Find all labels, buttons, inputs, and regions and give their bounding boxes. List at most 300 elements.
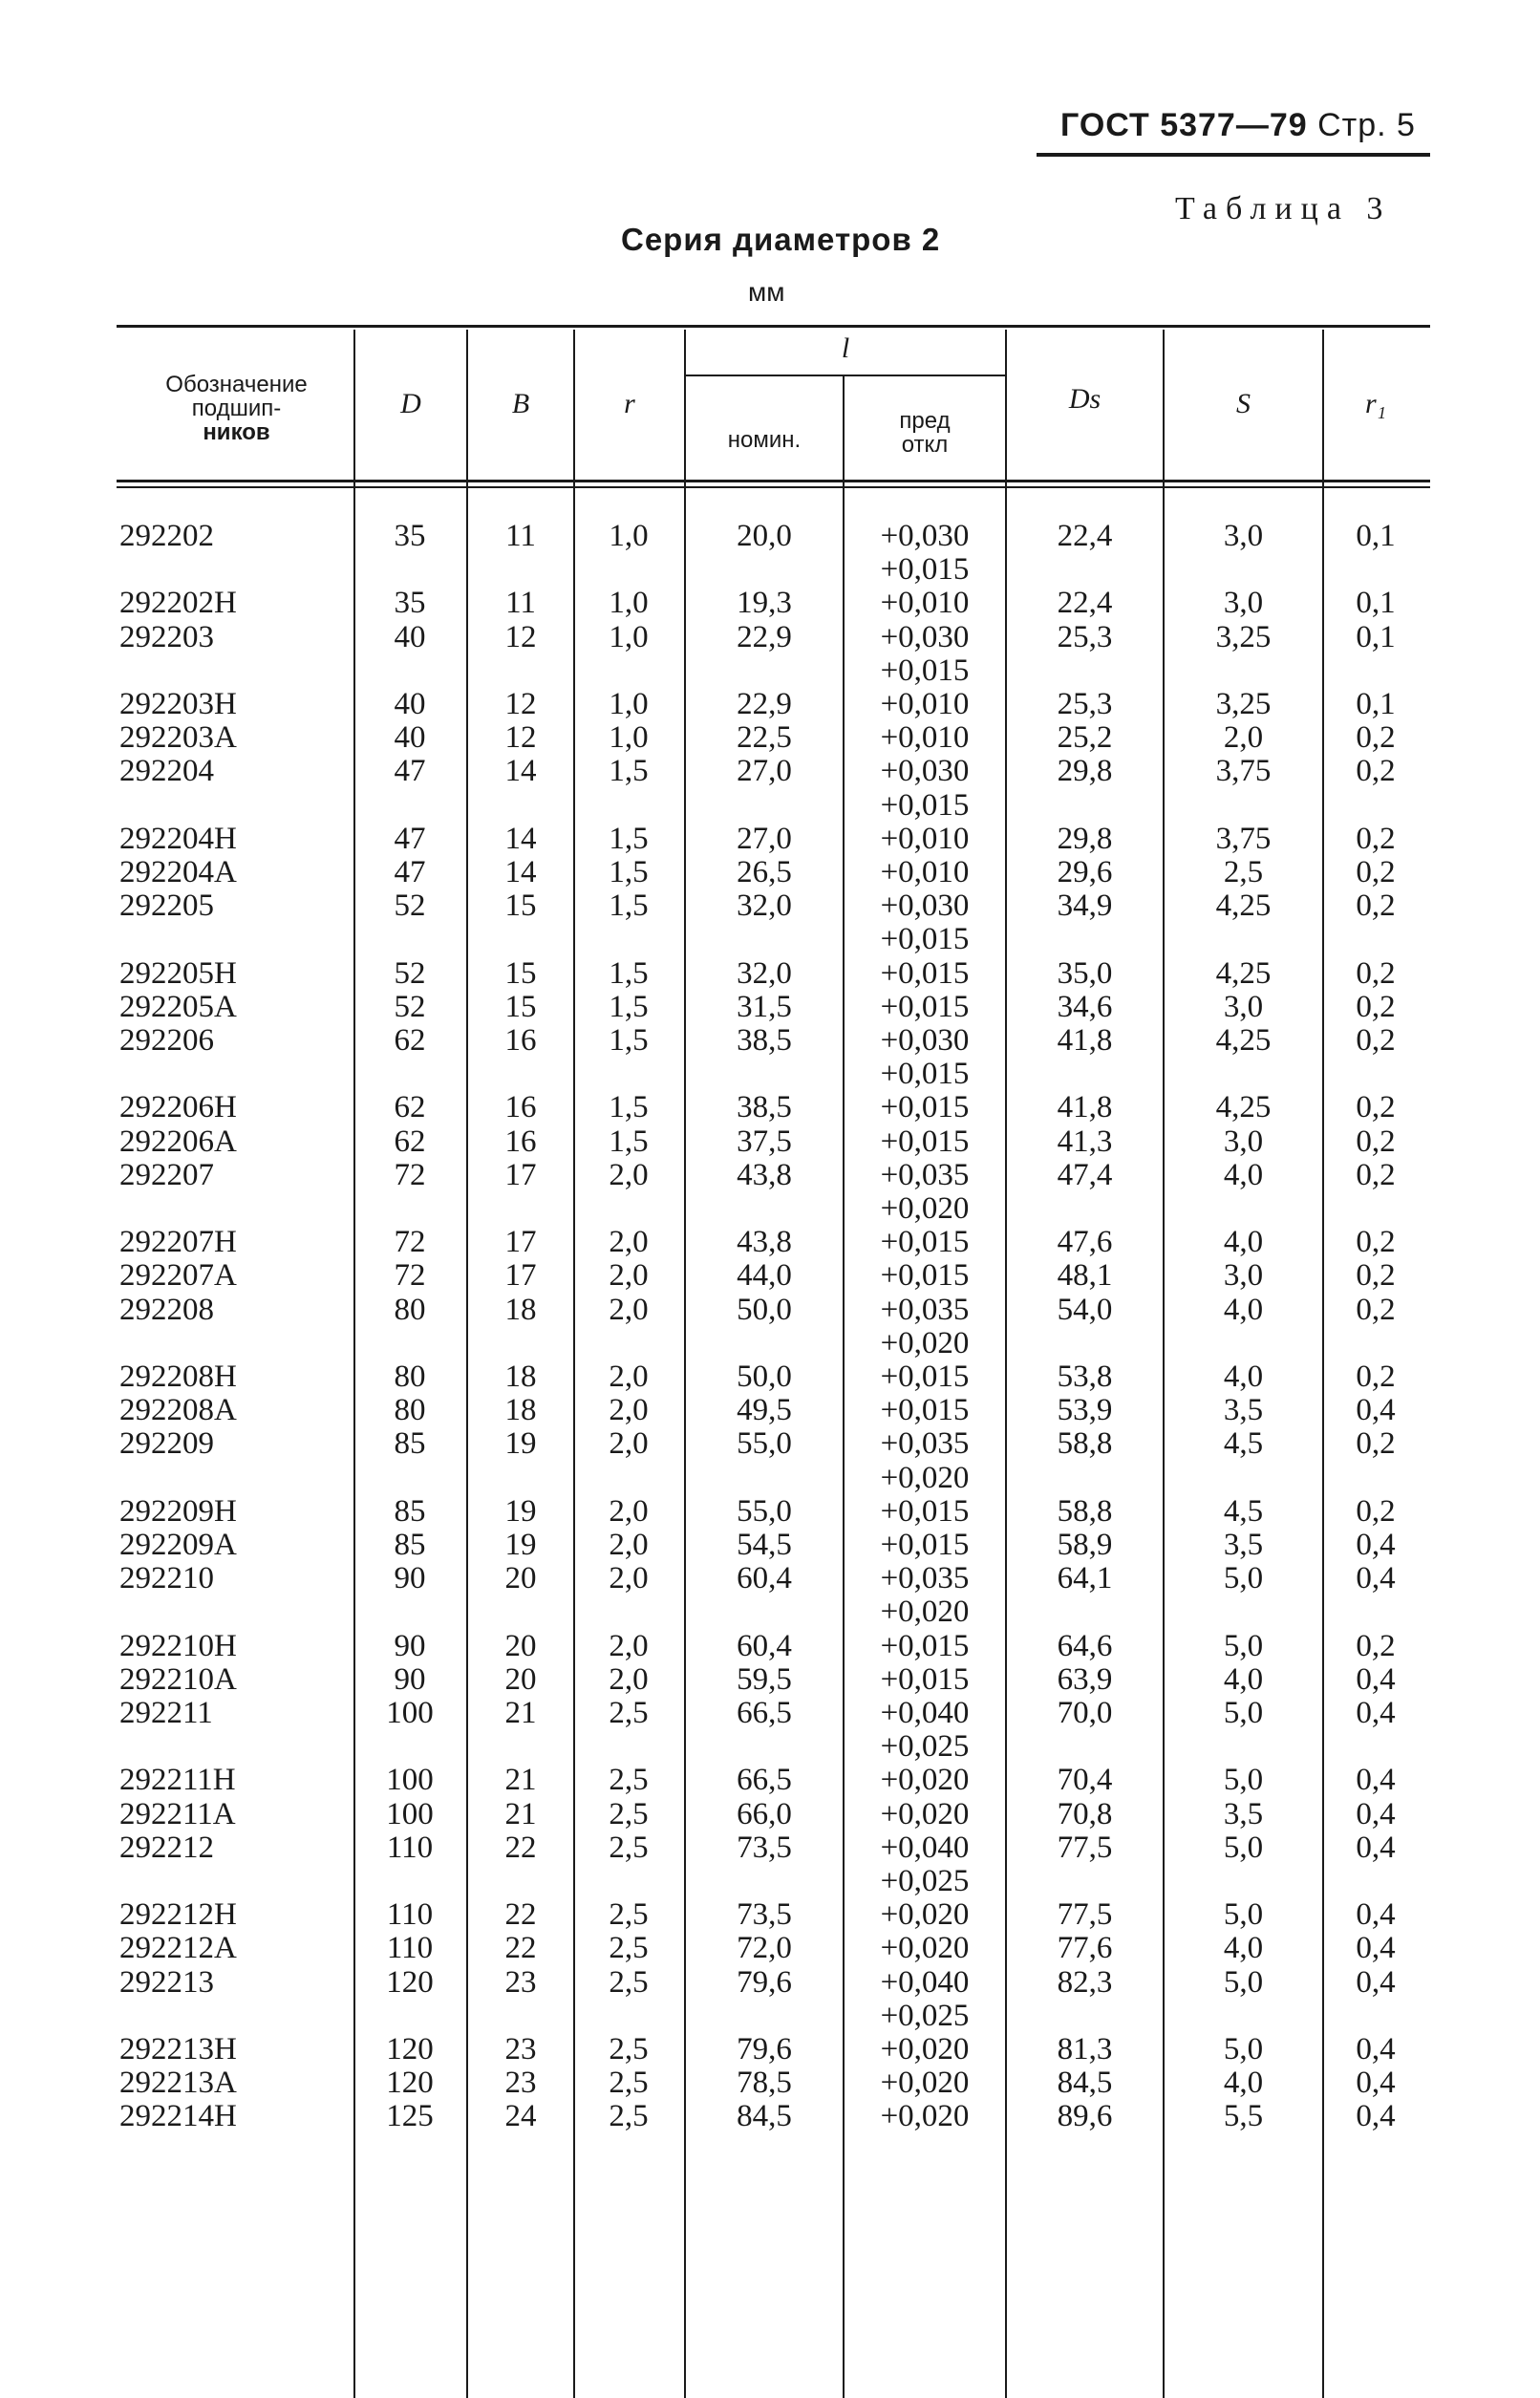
cell-ds: 77,5 (1057, 1830, 1113, 1865)
cell-l-deviation: +0,015 (880, 955, 970, 991)
table-row (0, 1360, 1540, 1394)
cell-ds: 53,8 (1057, 1360, 1113, 1394)
cell-l-deviation: +0,020 (880, 1325, 970, 1360)
cell-b: 24 (504, 2099, 537, 2134)
cell-ds: 41,8 (1057, 1090, 1113, 1125)
cell-l-nominal: 60,4 (737, 1561, 792, 1596)
cell-r: 2,0 (609, 1493, 649, 1529)
cell-b: 23 (504, 2032, 537, 2066)
standard-number: ГОСТ 5377—79 (1060, 107, 1308, 143)
cell-d: 90 (394, 1628, 426, 1663)
cell-l-deviation: +0,040 (880, 1696, 970, 1730)
cell-d: 110 (386, 1830, 434, 1865)
cell-r: 1,5 (609, 821, 649, 856)
cell-b: 12 (504, 720, 537, 756)
cell-l-deviation: +0,010 (880, 687, 970, 721)
cell-r1: 0,1 (1356, 619, 1396, 654)
cell-b: 11 (505, 586, 536, 621)
cell-b: 20 (504, 1561, 537, 1596)
cell-ds: 64,1 (1057, 1561, 1113, 1596)
table-row (0, 1327, 1540, 1360)
cell-designation: 292206А (119, 1124, 237, 1159)
cell-b: 19 (504, 1528, 537, 1562)
table-row (0, 1529, 1540, 1562)
cell-l-nominal: 79,6 (737, 2032, 792, 2066)
cell-r1: 0,2 (1356, 1225, 1396, 1260)
cell-s: 4,0 (1223, 1360, 1264, 1394)
cell-s: 5,0 (1223, 1897, 1264, 1933)
cell-b: 16 (504, 1023, 537, 1058)
cell-l-deviation: +0,015 (880, 1360, 970, 1394)
table-row (0, 654, 1540, 688)
cell-r1: 0,2 (1356, 1023, 1396, 1058)
cell-designation: 292214Н (119, 2099, 237, 2134)
cell-s: 3,0 (1223, 989, 1264, 1024)
cell-l-deviation: +0,020 (880, 1763, 970, 1798)
cell-l-deviation: +0,015 (880, 1528, 970, 1562)
cell-d: 35 (394, 519, 426, 553)
cell-ds: 47,6 (1057, 1225, 1113, 1260)
cell-designation: 292210А (119, 1661, 237, 1697)
cell-d: 110 (386, 1931, 434, 1966)
cell-designation: 292207 (119, 1157, 214, 1192)
cell-d: 90 (394, 1661, 426, 1697)
cell-r: 1,5 (609, 1124, 649, 1159)
cell-s: 4,25 (1215, 955, 1272, 991)
cell-l-deviation: +0,010 (880, 720, 970, 756)
cell-designation: 292211 (119, 1696, 213, 1730)
cell-r1: 0,4 (1356, 1661, 1396, 1697)
cell-l-deviation: +0,010 (880, 586, 970, 621)
cell-ds: 29,8 (1057, 754, 1113, 789)
cell-l-deviation: +0,015 (880, 1124, 970, 1159)
table-row (0, 1125, 1540, 1159)
table-row (0, 1966, 1540, 2000)
cell-d: 35 (394, 586, 426, 621)
cell-ds: 81,3 (1057, 2032, 1113, 2066)
cell-b: 17 (504, 1157, 537, 1192)
cell-l-nominal: 32,0 (737, 889, 792, 924)
cell-l-deviation: +0,025 (880, 1729, 970, 1765)
cell-l-nominal: 72,0 (737, 1931, 792, 1966)
cell-designation: 292206 (119, 1023, 214, 1058)
cell-l-deviation: +0,030 (880, 619, 970, 654)
cell-r: 2,5 (609, 2066, 649, 2101)
cell-d: 80 (394, 1360, 426, 1394)
cell-designation: 292204 (119, 754, 214, 789)
header-D: D (400, 388, 421, 419)
cell-r1: 0,2 (1356, 1124, 1396, 1159)
cell-l-nominal: 55,0 (737, 1426, 792, 1462)
cell-r: 1,0 (609, 619, 649, 654)
table-row (0, 1427, 1540, 1461)
cell-designation: 292212 (119, 1830, 214, 1865)
unit-label: мм (748, 277, 785, 307)
cell-l-deviation: +0,030 (880, 754, 970, 789)
cell-designation: 292208Н (119, 1360, 237, 1394)
cell-d: 125 (386, 2099, 434, 2134)
table-label: Таблица 3 (1175, 191, 1392, 226)
cell-l-deviation: +0,015 (880, 1090, 970, 1125)
cell-r1: 0,4 (1356, 1561, 1396, 1596)
cell-designation: 292210Н (119, 1628, 237, 1663)
cell-l-deviation: +0,015 (880, 1057, 970, 1092)
cell-s: 4,25 (1215, 1090, 1272, 1125)
cell-d: 110 (386, 1897, 434, 1933)
table-caption: Серия диаметров 2 (621, 222, 941, 257)
cell-l-deviation: +0,035 (880, 1292, 970, 1327)
cell-r1: 0,4 (1356, 2066, 1396, 2101)
cell-r: 1,5 (609, 1090, 649, 1125)
cell-b: 14 (504, 855, 537, 889)
cell-l-deviation: +0,030 (880, 519, 970, 553)
cell-designation: 292209Н (119, 1493, 237, 1529)
cell-s: 5,0 (1223, 1696, 1264, 1730)
cell-r: 1,0 (609, 586, 649, 621)
cell-l-nominal: 19,3 (737, 586, 792, 621)
table-row (0, 1630, 1540, 1663)
cell-l-nominal: 22,9 (737, 687, 792, 721)
table-row (0, 1192, 1540, 1226)
cell-ds: 25,3 (1057, 687, 1113, 721)
cell-r1: 0,4 (1356, 1393, 1396, 1428)
cell-l-deviation: +0,015 (880, 922, 970, 957)
cell-ds: 64,6 (1057, 1628, 1113, 1663)
cell-designation: 292212Н (119, 1897, 237, 1933)
header-S: S (1236, 388, 1251, 419)
cell-l-deviation: +0,015 (880, 552, 970, 588)
cell-l-nominal: 78,5 (737, 2066, 792, 2101)
table-row (0, 1831, 1540, 1865)
cell-b: 17 (504, 1258, 537, 1294)
cell-designation: 292203А (119, 720, 237, 756)
cell-ds: 34,9 (1057, 889, 1113, 924)
table-row (0, 789, 1540, 823)
cell-l-deviation: +0,015 (880, 989, 970, 1024)
cell-designation: 292210 (119, 1561, 214, 1596)
cell-b: 14 (504, 754, 537, 789)
cell-l-deviation: +0,010 (880, 855, 970, 889)
table-row (0, 2033, 1540, 2066)
cell-l-deviation: +0,015 (880, 1393, 970, 1428)
cell-l-deviation: +0,015 (880, 1628, 970, 1663)
table-row (0, 621, 1540, 654)
table-row (0, 823, 1540, 856)
cell-l-nominal: 43,8 (737, 1225, 792, 1260)
cell-l-nominal: 60,4 (737, 1628, 792, 1663)
cell-d: 52 (394, 889, 426, 924)
cell-r1: 0,4 (1356, 2099, 1396, 2134)
cell-ds: 48,1 (1057, 1258, 1113, 1294)
header-Ds: Ds (1068, 383, 1102, 415)
cell-r: 1,5 (609, 1023, 649, 1058)
cell-r: 1,0 (609, 519, 649, 553)
cell-l-deviation: +0,020 (880, 1460, 970, 1495)
cell-s: 5,0 (1223, 1628, 1264, 1663)
cell-ds: 58,9 (1057, 1528, 1113, 1562)
cell-d: 40 (394, 720, 426, 756)
cell-d: 90 (394, 1561, 426, 1596)
cell-d: 62 (394, 1023, 426, 1058)
table-row (0, 755, 1540, 788)
cell-r1: 0,4 (1356, 1796, 1396, 1831)
table-row (0, 1898, 1540, 1932)
table-row (0, 688, 1540, 721)
cell-designation: 292203 (119, 619, 214, 654)
cell-ds: 84,5 (1057, 2066, 1113, 2101)
cell-l-nominal: 43,8 (737, 1157, 792, 1192)
cell-l-nominal: 49,5 (737, 1393, 792, 1428)
cell-r1: 0,2 (1356, 989, 1396, 1024)
header-B: B (511, 388, 530, 419)
cell-d: 40 (394, 687, 426, 721)
cell-designation: 292207А (119, 1258, 237, 1294)
cell-ds: 58,8 (1057, 1493, 1113, 1529)
cell-l-nominal: 38,5 (737, 1090, 792, 1125)
cell-b: 22 (504, 1897, 537, 1933)
cell-r: 2,0 (609, 1225, 649, 1260)
cell-s: 3,5 (1223, 1393, 1264, 1428)
cell-designation: 292205А (119, 989, 237, 1024)
cell-ds: 22,4 (1057, 519, 1113, 553)
cell-l-deviation: +0,030 (880, 889, 970, 924)
cell-r: 2,0 (609, 1393, 649, 1428)
cell-r1: 0,2 (1356, 855, 1396, 889)
cell-s: 3,0 (1223, 1124, 1264, 1159)
cell-b: 14 (504, 821, 537, 856)
cell-r: 2,5 (609, 2032, 649, 2066)
cell-ds: 63,9 (1057, 1661, 1113, 1697)
table-row (0, 1058, 1540, 1091)
cell-b: 18 (504, 1393, 537, 1428)
cell-ds: 70,4 (1057, 1763, 1113, 1798)
cell-r: 2,5 (609, 1964, 649, 2000)
cell-designation: 292211А (119, 1796, 236, 1831)
table-top-rule (117, 325, 1430, 328)
cell-l-deviation: +0,035 (880, 1561, 970, 1596)
table-row (0, 1595, 1540, 1629)
cell-s: 4,5 (1223, 1426, 1264, 1462)
cell-d: 47 (394, 754, 426, 789)
cell-r: 1,5 (609, 955, 649, 991)
cell-designation: 292205Н (119, 955, 237, 991)
cell-r: 2,0 (609, 1561, 649, 1596)
cell-designation: 292202 (119, 519, 214, 553)
cell-r: 2,0 (609, 1258, 649, 1294)
cell-ds: 41,8 (1057, 1023, 1113, 1058)
table-row (0, 587, 1540, 620)
cell-r: 2,5 (609, 1931, 649, 1966)
cell-l-nominal: 22,9 (737, 619, 792, 654)
cell-d: 80 (394, 1292, 426, 1327)
cell-l-nominal: 26,5 (737, 855, 792, 889)
cell-b: 23 (504, 1964, 537, 2000)
table-row (0, 1462, 1540, 1495)
table-row (0, 1865, 1540, 1898)
cell-b: 21 (504, 1763, 537, 1798)
table-row (0, 2000, 1540, 2033)
cell-l-deviation: +0,020 (880, 2099, 970, 2134)
cell-s: 5,0 (1223, 1830, 1264, 1865)
cell-l-deviation: +0,035 (880, 1157, 970, 1192)
cell-r1: 0,2 (1356, 821, 1396, 856)
cell-l-nominal: 32,0 (737, 955, 792, 991)
cell-r: 1,0 (609, 720, 649, 756)
cell-s: 3,75 (1215, 821, 1272, 856)
cell-s: 3,0 (1223, 1258, 1264, 1294)
cell-l-nominal: 54,5 (737, 1528, 792, 1562)
cell-r1: 0,4 (1356, 1897, 1396, 1933)
cell-ds: 82,3 (1057, 1964, 1113, 2000)
cell-d: 120 (386, 1964, 434, 2000)
cell-r1: 0,4 (1356, 2032, 1396, 2066)
cell-l-deviation: +0,015 (880, 1258, 970, 1294)
header-r: r (624, 388, 635, 419)
cell-d: 40 (394, 619, 426, 654)
cell-l-deviation: +0,015 (880, 653, 970, 688)
table-row (0, 856, 1540, 889)
cell-d: 85 (394, 1493, 426, 1529)
cell-ds: 89,6 (1057, 2099, 1113, 2134)
cell-designation: 292204Н (119, 821, 237, 856)
cell-d: 85 (394, 1426, 426, 1462)
cell-s: 4,0 (1223, 1225, 1264, 1260)
cell-l-nominal: 50,0 (737, 1292, 792, 1327)
table-row (0, 721, 1540, 755)
cell-designation: 292211Н (119, 1763, 236, 1798)
cell-r: 2,0 (609, 1360, 649, 1394)
cell-b: 21 (504, 1696, 537, 1730)
cell-l-deviation: +0,015 (880, 787, 970, 823)
cell-s: 3,0 (1223, 519, 1264, 553)
table-row (0, 1663, 1540, 1697)
cell-s: 4,5 (1223, 1493, 1264, 1529)
cell-s: 3,25 (1215, 619, 1272, 654)
cell-l-deviation: +0,010 (880, 821, 970, 856)
cell-ds: 70,8 (1057, 1796, 1113, 1831)
cell-s: 5,0 (1223, 2032, 1264, 2066)
cell-l-deviation: +0,030 (880, 1023, 970, 1058)
cell-s: 4,0 (1223, 1931, 1264, 1966)
cell-r1: 0,4 (1356, 1964, 1396, 2000)
table-row (0, 1159, 1540, 1192)
cell-l-nominal: 20,0 (737, 519, 792, 553)
table-row (0, 991, 1540, 1024)
cell-ds: 58,8 (1057, 1426, 1113, 1462)
cell-d: 72 (394, 1157, 426, 1192)
cell-r1: 0,2 (1356, 1426, 1396, 1462)
cell-l-deviation: +0,025 (880, 1864, 970, 1898)
cell-s: 2,0 (1223, 720, 1264, 756)
cell-l-deviation: +0,020 (880, 1796, 970, 1831)
header-l-deviation: пред откл (899, 408, 951, 458)
cell-l-deviation: +0,025 (880, 1998, 970, 2033)
cell-r1: 0,2 (1356, 754, 1396, 789)
cell-l-deviation: +0,020 (880, 1897, 970, 1933)
cell-designation: 292204А (119, 855, 237, 889)
cell-r1: 0,2 (1356, 1157, 1396, 1192)
header-r1: r₁ (1364, 388, 1387, 419)
cell-s: 3,25 (1215, 687, 1272, 721)
table-row (0, 957, 1540, 991)
cell-l-deviation: +0,020 (880, 2032, 970, 2066)
cell-l-deviation: +0,015 (880, 1661, 970, 1697)
cell-l-nominal: 27,0 (737, 821, 792, 856)
cell-l-nominal: 84,5 (737, 2099, 792, 2134)
cell-ds: 54,0 (1057, 1292, 1113, 1327)
cell-l-nominal: 37,5 (737, 1124, 792, 1159)
cell-b: 16 (504, 1124, 537, 1159)
table-row (0, 1294, 1540, 1327)
cell-d: 120 (386, 2032, 434, 2066)
cell-d: 47 (394, 821, 426, 856)
cell-ds: 53,9 (1057, 1393, 1113, 1428)
table-row (0, 1798, 1540, 1831)
page-header (1060, 107, 1416, 144)
cell-s: 4,0 (1223, 1292, 1264, 1327)
table-row (0, 1932, 1540, 1965)
cell-r: 2,5 (609, 1830, 649, 1865)
cell-b: 22 (504, 1830, 537, 1865)
table-row (0, 520, 1540, 553)
cell-r: 1,5 (609, 754, 649, 789)
cell-ds: 22,4 (1057, 586, 1113, 621)
cell-l-nominal: 59,5 (737, 1661, 792, 1697)
table-row (0, 1562, 1540, 1595)
cell-d: 72 (394, 1258, 426, 1294)
cell-designation: 292206Н (119, 1090, 237, 1125)
table-row (0, 923, 1540, 956)
cell-b: 15 (504, 889, 537, 924)
cell-r1: 0,4 (1356, 1763, 1396, 1798)
cell-b: 19 (504, 1493, 537, 1529)
cell-b: 15 (504, 989, 537, 1024)
cell-b: 17 (504, 1225, 537, 1260)
cell-designation: 292213 (119, 1964, 214, 2000)
cell-r: 1,5 (609, 989, 649, 1024)
cell-l-nominal: 55,0 (737, 1493, 792, 1529)
cell-l-deviation: +0,035 (880, 1426, 970, 1462)
table-row (0, 1697, 1540, 1730)
cell-designation: 292205 (119, 889, 214, 924)
cell-r1: 0,2 (1356, 1360, 1396, 1394)
cell-l-nominal: 50,0 (737, 1360, 792, 1394)
cell-r1: 0,2 (1356, 1292, 1396, 1327)
cell-ds: 35,0 (1057, 955, 1113, 991)
cell-b: 18 (504, 1292, 537, 1327)
cell-b: 15 (504, 955, 537, 991)
table-row (0, 1259, 1540, 1293)
cell-l-nominal: 79,6 (737, 1964, 792, 2000)
cell-designation: 292209А (119, 1528, 237, 1562)
cell-d: 120 (386, 2066, 434, 2101)
cell-r1: 0,2 (1356, 955, 1396, 991)
cell-designation: 292203Н (119, 687, 237, 721)
cell-r1: 0,2 (1356, 1090, 1396, 1125)
header-designation: Обозначение подшип- ников (165, 372, 308, 445)
cell-l-nominal: 44,0 (737, 1258, 792, 1294)
cell-b: 12 (504, 619, 537, 654)
cell-s: 5,0 (1223, 1561, 1264, 1596)
cell-r: 2,5 (609, 1763, 649, 1798)
cell-l-nominal: 22,5 (737, 720, 792, 756)
cell-l-nominal: 66,5 (737, 1696, 792, 1730)
cell-d: 47 (394, 855, 426, 889)
cell-ds: 29,8 (1057, 821, 1113, 856)
cell-r: 2,5 (609, 1696, 649, 1730)
cell-designation: 292202Н (119, 586, 237, 621)
cell-l-nominal: 66,5 (737, 1763, 792, 1798)
